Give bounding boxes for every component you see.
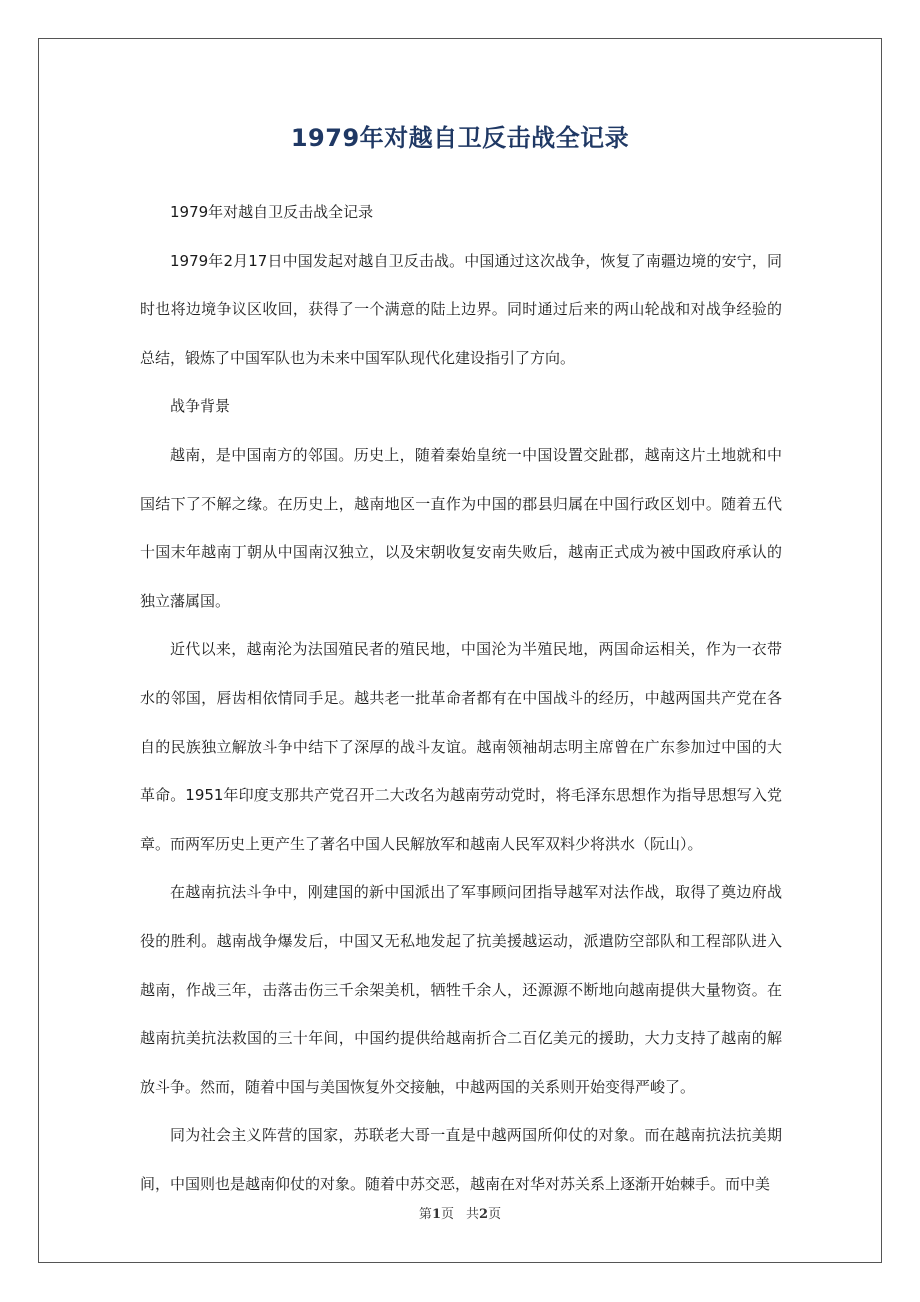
- paragraph-subtitle: 1979年对越自卫反击战全记录: [170, 203, 374, 221]
- current-page-number: 1: [431, 1207, 441, 1222]
- page-footer: [0, 1205, 920, 1225]
- paragraph-aid: 在越南抗法斗争中，刚建国的新中国派出了军事顾问团指导越军对法作战，取得了奠边府战役的胜利。越南战争爆发后，中国又无私地发起了抗美援越运动，派遣防空部队和工程部队进入越南，作战三年，击落击伤三千余架美机，牺牲千余人，还源源不断地向越南提供大量物资。在越南抗美抗法救国的三十年间，中国约提供给越南折合二百亿美元的援助，大力支持了越南的解放斗争。然而，随着中国与美国恢复外交接触，中越两国的关系则开始变得严峻了。: [140, 883, 782, 1096]
- page-unit: 页: [440, 1207, 454, 1222]
- paragraph-modern: 近代以来，越南沦为法国殖民者的殖民地，中国沦为半殖民地，两国命运相关，作为一衣带水的邻国，唇齿相依情同手足。越共老一批革命者都有在中国战斗的经历，中越两国共产党在各自的民族独立解放斗争中结下了深厚的战斗友谊。越南领袖胡志明主席曾在广东参加过中国的大革命。1951年印度支那共产党召开二大改名为越南劳动党时，将毛泽东思想作为指导思想写入党章。而两军历史上更产生了著名中国人民解放军和越南人民军双料少将洪水（阮山）。: [140, 640, 782, 853]
- page-prefix: 第: [418, 1207, 432, 1222]
- document-title: 1979年对越自卫反击战全记录: [290, 124, 630, 152]
- total-pages-number: 2: [479, 1207, 489, 1222]
- section-heading-background: 战争背景: [170, 397, 231, 416]
- total-unit: 页: [488, 1207, 502, 1222]
- paragraph-relations: 同为社会主义阵营的国家，苏联老大哥一直是中越两国所仰仗的对象。而在越南抗法抗美期间，中国则也是越南仰仗的对象。随着中苏交恶，越南在对华对苏关系上逐渐开始棘手。而中美: [140, 1126, 782, 1193]
- paragraph-intro: 1979年2月17日中国发起对越自卫反击战。中国通过这次战争，恢复了南疆边境的安宁，同时也将边境争议区收回，获得了一个满意的陆上边界。同时通过后来的两山轮战和对战争经验的总结，锻炼了中国军队也为未来中国军队现代化建设指引了方向。: [140, 251, 782, 367]
- total-prefix: 共: [466, 1207, 480, 1222]
- document-body: [140, 188, 782, 1208]
- paragraph-history: 越南，是中国南方的邻国。历史上，随着秦始皇统一中国设置交趾郡，越南这片土地就和中国结下了不解之缘。在历史上，越南地区一直作为中国的郡县归属在中国行政区划中。随着五代十国末年越南丁朝从中国南汉独立，以及宋朝收复安南失败后，越南正式成为被中国政府承认的独立藩属国。: [140, 445, 782, 610]
